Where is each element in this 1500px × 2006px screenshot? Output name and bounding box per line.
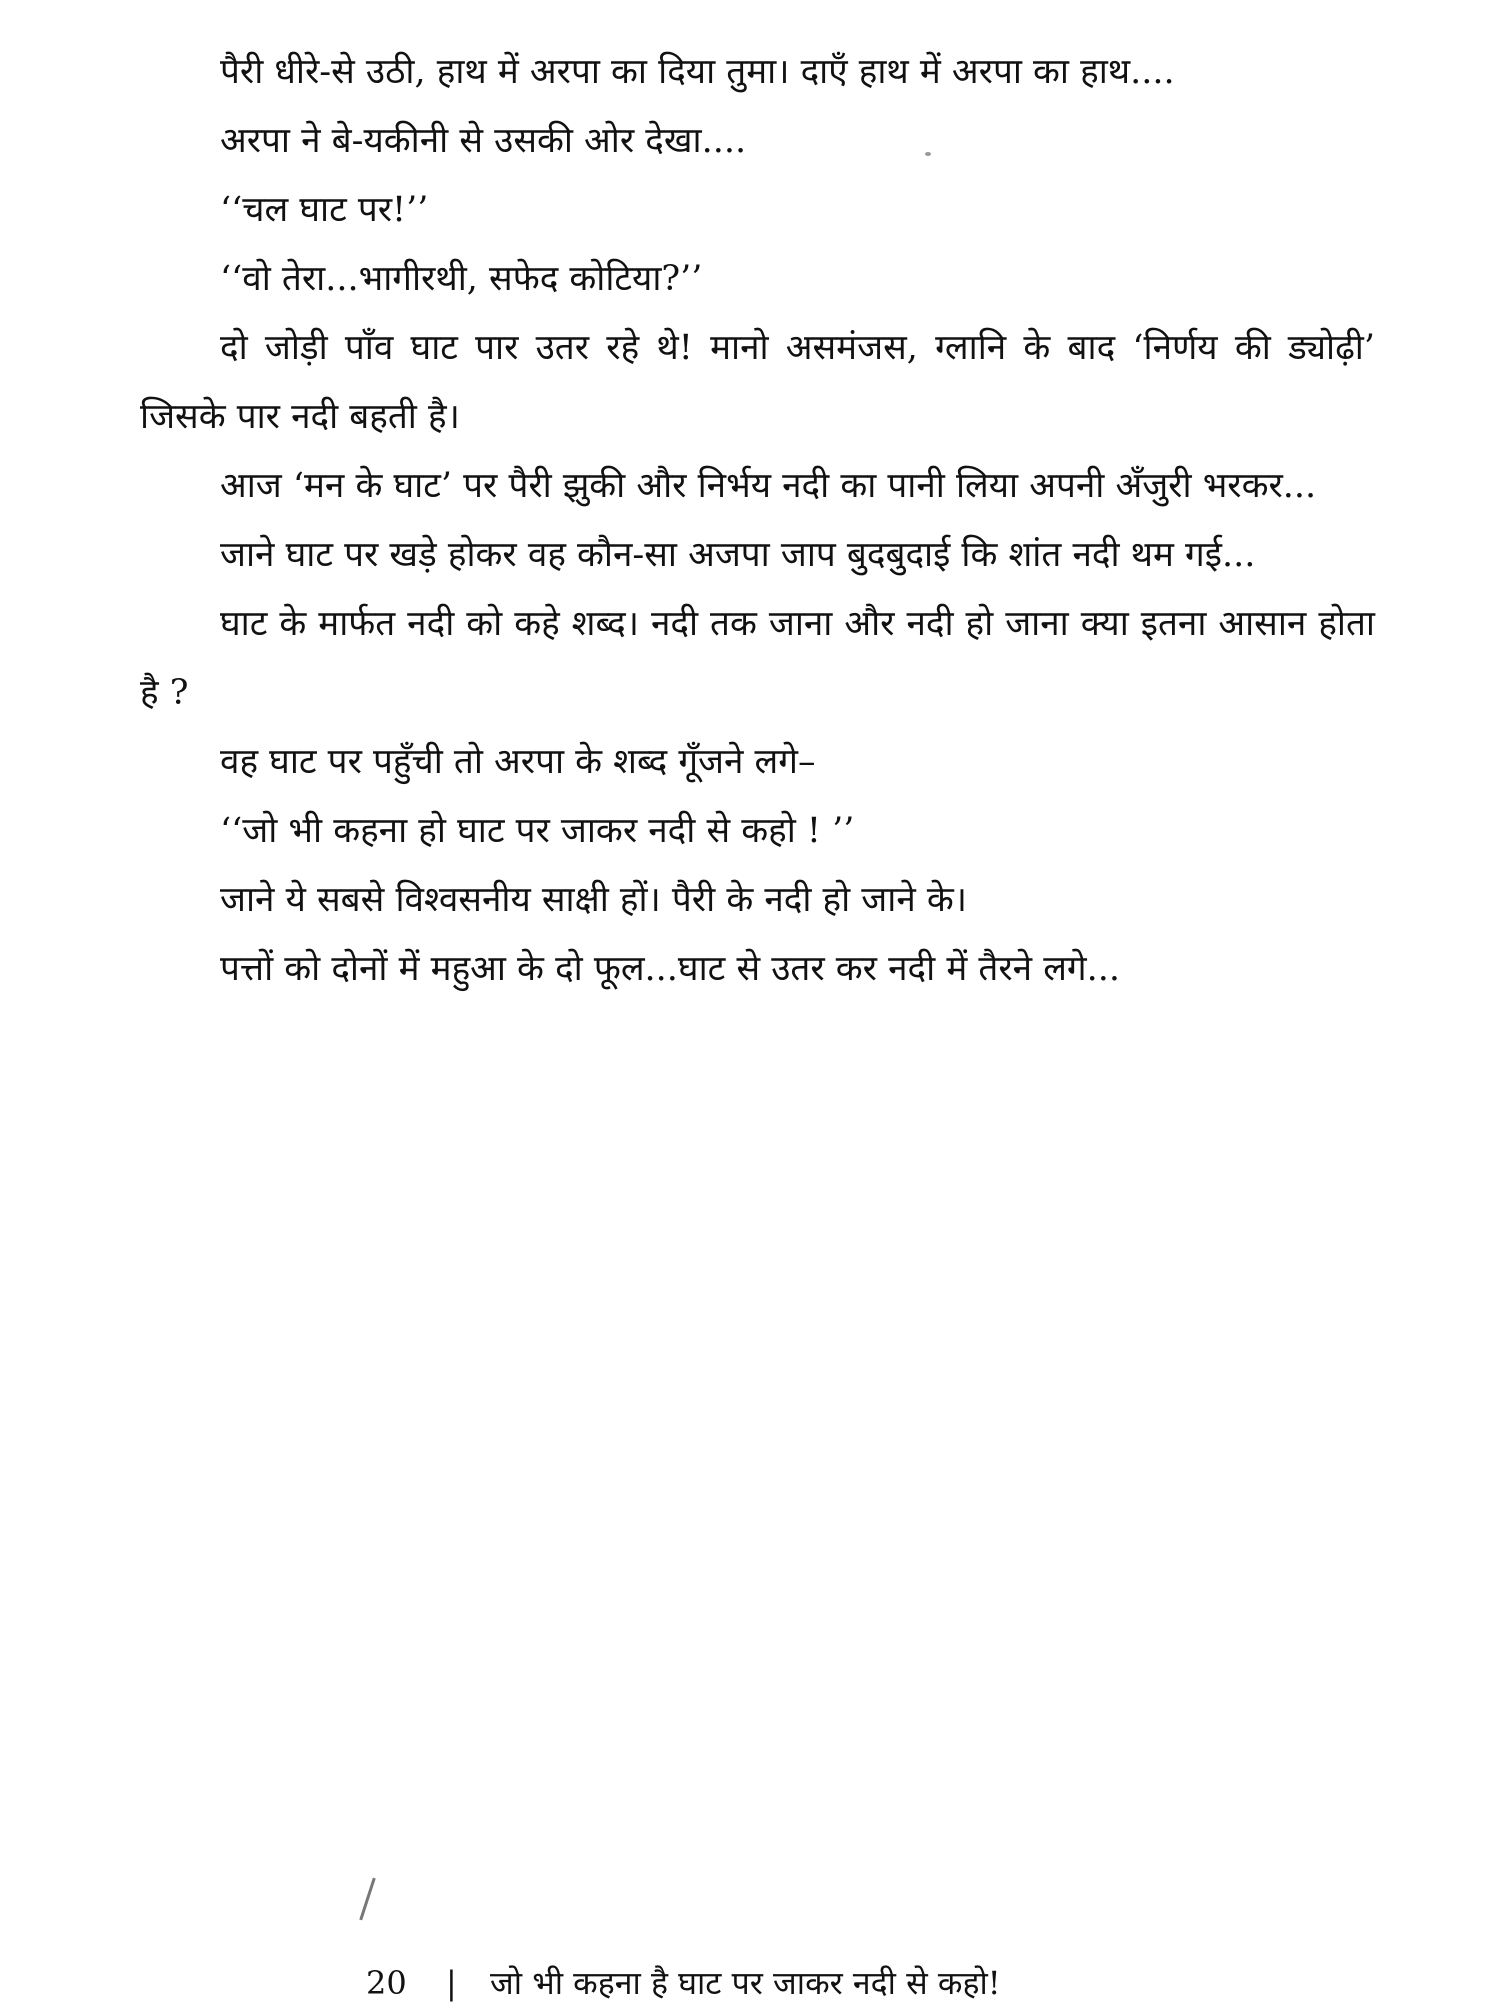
paragraph: ‘‘जो भी कहना हो घाट पर जाकर नदी से कहो ! ’’ [220, 811, 855, 851]
body-text [140, 38, 1375, 1004]
paragraph: पत्तों को दोनों में महुआ के दो फूल...घाट से उतर कर नदी में तैरने लगे... [220, 949, 1121, 989]
paragraph: जाने घाट पर खड़े होकर वह कौन-सा अजपा जाप बुदबुदाई कि शांत नदी थम गई... [220, 535, 1256, 575]
paragraph: पैरी धीरे-से उठी, हाथ में अरपा का दिया तुमा। दाएँ हाथ में अरपा का हाथ.... [220, 52, 1175, 92]
footer-separator: | [446, 1964, 457, 2002]
page-number: 20 [366, 1964, 407, 2002]
paragraph: ‘‘वो तेरा...भागीरथी, सफेद कोटिया?’’ [220, 259, 703, 299]
paragraph: ‘‘चल घाट पर!’’ [220, 190, 429, 230]
running-title: जो भी कहना है घाट पर जाकर नदी से कहो! [490, 1964, 1001, 2002]
paragraph: घाट के मार्फत नदी को कहे शब्द। नदी तक जाना और नदी हो जाना क्या इतना आसान होता है ? [140, 604, 1375, 713]
paragraph: वह घाट पर पहुँची तो अरपा के शब्द गूँजने लगे– [220, 742, 816, 782]
page-footer [366, 1960, 1001, 2006]
paragraph: आज ‘मन के घाट’ पर पैरी झुकी और निर्भय नदी का पानी लिया अपनी अँजुरी भरकर... [220, 466, 1317, 506]
paragraph: दो जोड़ी पाँव घाट पार उतर रहे थे! मानो असमंजस, ग्लानि के बाद ‘निर्णय की ड्योढ़ी’ जिसके पार नदी बहती है। [140, 328, 1375, 437]
stray-pen-mark [359, 1878, 375, 1921]
paragraph: अरपा ने बे-यकीनी से उसकी ओर देखा.... [220, 121, 747, 161]
paragraph: जाने ये सबसे विश्वसनीय साक्षी हों। पैरी के नदी हो जाने के। [220, 880, 968, 920]
